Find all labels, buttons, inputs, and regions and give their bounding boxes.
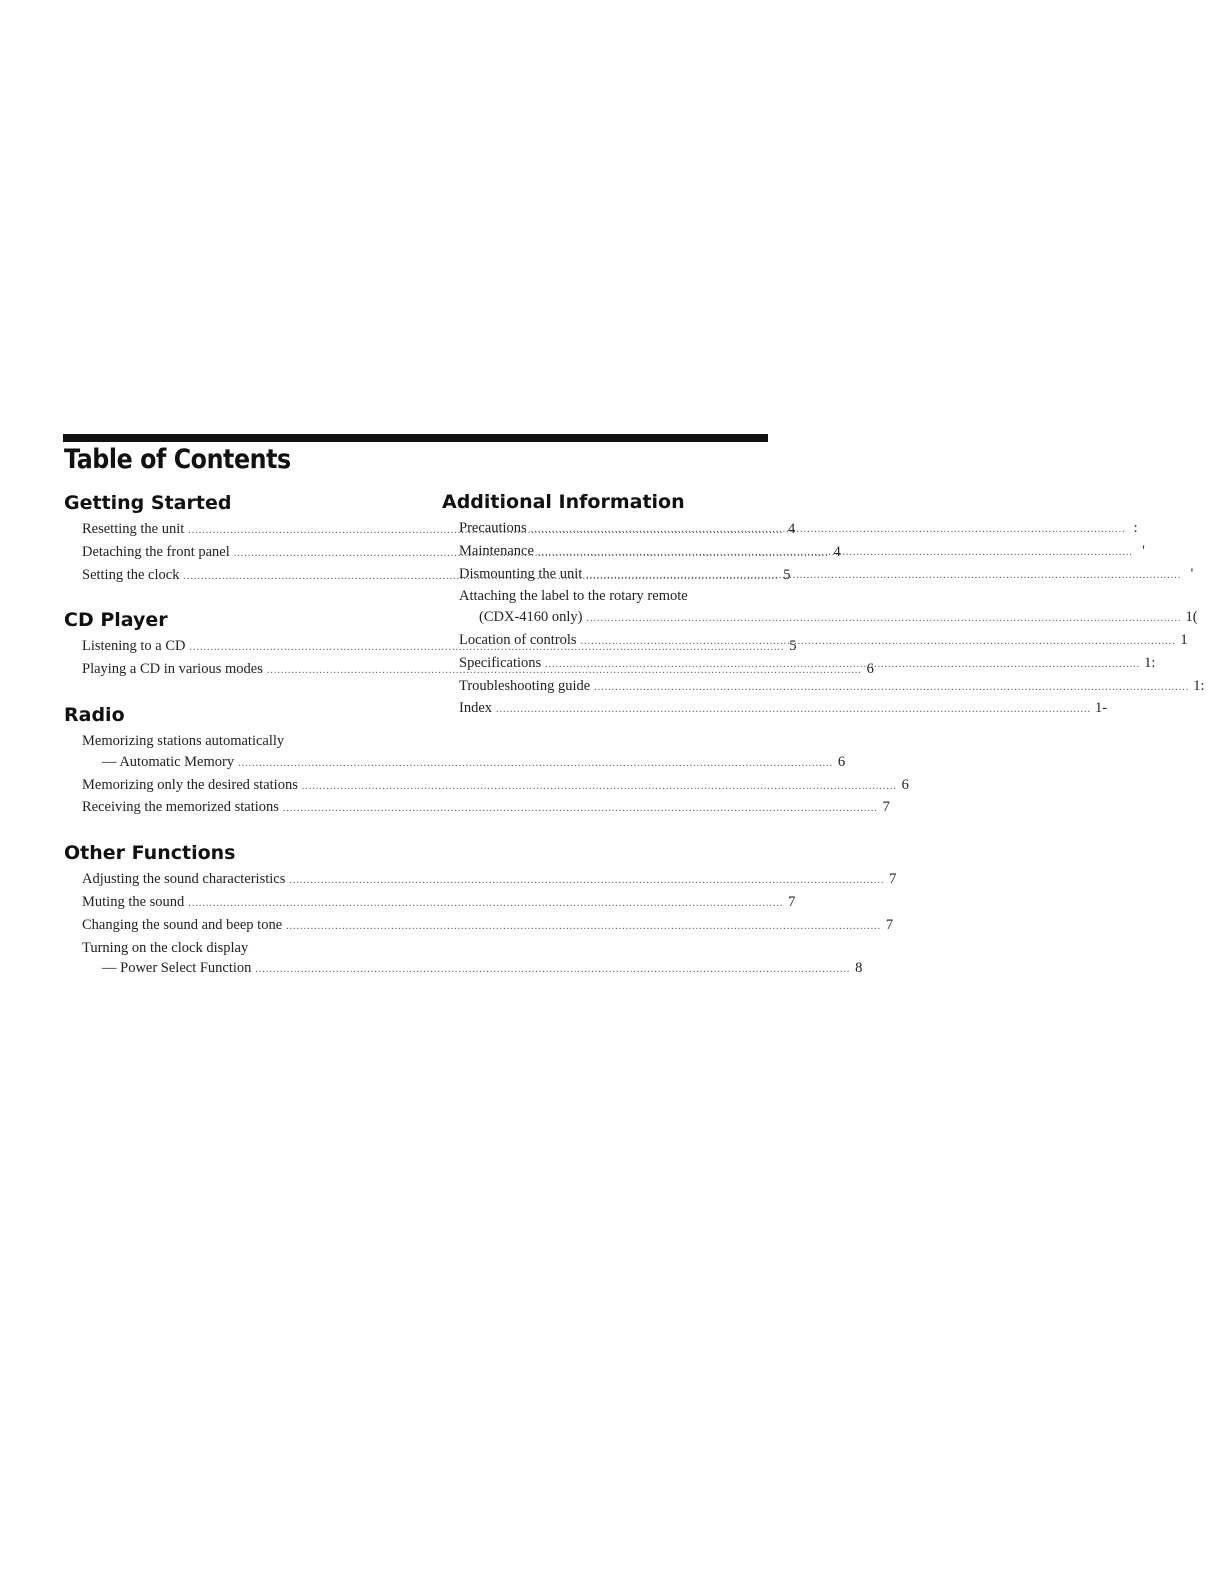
toc-entry[interactable] — [82, 869, 897, 892]
toc-entry-text: Index — [459, 700, 493, 717]
dot-leader — [538, 543, 1133, 564]
toc-section-other-functions — [64, 842, 897, 981]
dot-leader — [496, 700, 1091, 721]
toc-entry-page-number: ' — [1190, 565, 1194, 582]
dot-leader — [283, 799, 878, 820]
toc-entry[interactable] — [459, 518, 1138, 541]
toc-entry[interactable] — [459, 586, 1198, 630]
toc-entry-text: Troubleshooting guide — [459, 677, 591, 694]
toc-entry-row — [82, 958, 863, 981]
toc-entry-row — [82, 797, 890, 820]
toc-entry-row — [82, 752, 846, 775]
toc-entry-first-line: Attaching the label to the rotary remote — [459, 588, 688, 605]
toc-entry[interactable] — [459, 564, 1194, 587]
dot-leader — [238, 754, 833, 775]
toc-entry-text: Detaching the front panel — [82, 543, 230, 560]
toc-entry-page-number: : — [1133, 520, 1138, 536]
section-heading: Radio — [64, 703, 125, 726]
toc-entry-text: Receiving the memorized stations — [82, 799, 279, 816]
toc-entry-row — [459, 541, 1145, 564]
toc-entry-text: Changing the sound and beep tone — [82, 916, 283, 933]
toc-entry-row — [459, 564, 1194, 587]
toc-entry-text: Muting the sound — [82, 893, 185, 910]
dot-leader — [594, 678, 1189, 699]
section-heading: Additional Information — [442, 491, 685, 513]
toc-entry-text: Listening to a CD — [82, 638, 186, 655]
toc-entry-text: Playing a CD in various modes — [82, 661, 263, 678]
toc-entry-page-number: 1: — [1144, 654, 1156, 671]
section-heading: CD Player — [64, 609, 168, 632]
dot-leader — [586, 566, 1181, 587]
toc-entry-page-number: 1 — [1180, 631, 1188, 648]
toc-entry[interactable] — [459, 653, 1156, 676]
dot-leader — [188, 894, 783, 915]
toc-entry-row — [82, 892, 796, 915]
toc-entry-text: Location of controls — [459, 631, 577, 648]
toc-entry[interactable] — [82, 797, 890, 820]
toc-entry-text: Resetting the unit — [82, 521, 185, 537]
section-heading: Getting Started — [64, 492, 232, 514]
toc-entry[interactable] — [459, 541, 1145, 564]
toc-entry-page-number: 5 — [783, 566, 791, 583]
toc-entry-page-number: 7 — [885, 916, 894, 933]
toc-entry-text: — Power Select Function — [102, 960, 252, 977]
dot-leader — [286, 917, 881, 938]
toc-entry-page-number: 6 — [837, 753, 846, 770]
toc-entry-row — [459, 518, 1138, 541]
toc-entry[interactable] — [459, 676, 1205, 699]
toc-section-additional-information — [442, 491, 1205, 721]
toc-entry-text: Memorizing only the desired stations — [82, 776, 298, 793]
toc-entry-page-number: 7 — [889, 871, 897, 888]
toc-entry-row — [459, 698, 1108, 721]
toc-entry-row — [459, 676, 1205, 699]
toc-entry-page-number: 8 — [855, 960, 863, 977]
toc-entry[interactable] — [82, 938, 863, 982]
toc-entry-text: Maintenance — [459, 542, 534, 559]
toc-entry-row — [459, 630, 1188, 653]
toc-entry-page-number: 1: — [1193, 677, 1205, 694]
dot-leader — [545, 655, 1140, 676]
toc-entry-page-number: 1( — [1185, 609, 1198, 626]
top-rule — [63, 434, 768, 442]
dot-leader — [531, 520, 1126, 541]
toc-entry-row — [82, 915, 894, 938]
toc-entry-row — [459, 653, 1156, 676]
dot-leader — [255, 960, 850, 981]
toc-entry-page-number: 4 — [788, 521, 796, 537]
toc-entry[interactable] — [459, 630, 1188, 653]
toc-entry-row — [82, 775, 909, 798]
toc-entry[interactable] — [82, 775, 909, 798]
toc-entry-text: (CDX-4160 only) — [479, 609, 583, 626]
toc-entry[interactable] — [82, 915, 894, 938]
toc-entry-list — [64, 869, 897, 981]
toc-entry-text: Dismounting the unit — [459, 565, 583, 582]
toc-entry-page-number: 6 — [866, 661, 874, 678]
toc-entry[interactable] — [82, 731, 846, 775]
toc-entry[interactable] — [459, 698, 1108, 721]
page-title: Table of Contents — [64, 444, 291, 475]
toc-entry-list — [64, 731, 909, 820]
toc-entry-page-number: 6 — [901, 776, 909, 793]
toc-entry-text: Specifications — [459, 654, 542, 671]
toc-entry-text: Adjusting the sound characteristics — [82, 871, 286, 888]
toc-entry-page-number: 7 — [788, 893, 796, 910]
dot-leader — [581, 632, 1176, 653]
toc-entry-page-number: ' — [1142, 542, 1145, 559]
toc-entry-text: — Automatic Memory — [102, 753, 235, 770]
toc-right-column — [442, 491, 1205, 743]
toc-entry-page-number: 4 — [833, 543, 841, 560]
toc-entry-row — [459, 607, 1198, 630]
toc-entry-text: Precautions — [459, 520, 527, 536]
toc-entry-page-number: 5 — [789, 638, 797, 655]
toc-entry-row — [82, 869, 897, 892]
toc-entry-first-line: Turning on the clock display — [82, 939, 249, 956]
dot-leader — [289, 871, 884, 892]
toc-entry-text: Setting the clock — [82, 566, 180, 583]
toc-entry-page-number: 1- — [1095, 700, 1108, 717]
toc-entry-first-line: Memorizing stations automatically — [82, 732, 285, 749]
toc-entry-page-number: 7 — [882, 799, 890, 816]
dot-leader — [302, 777, 897, 798]
toc-entry-list — [442, 518, 1205, 721]
dot-leader — [587, 609, 1182, 630]
section-heading: Other Functions — [64, 842, 236, 865]
toc-entry[interactable] — [82, 892, 796, 915]
